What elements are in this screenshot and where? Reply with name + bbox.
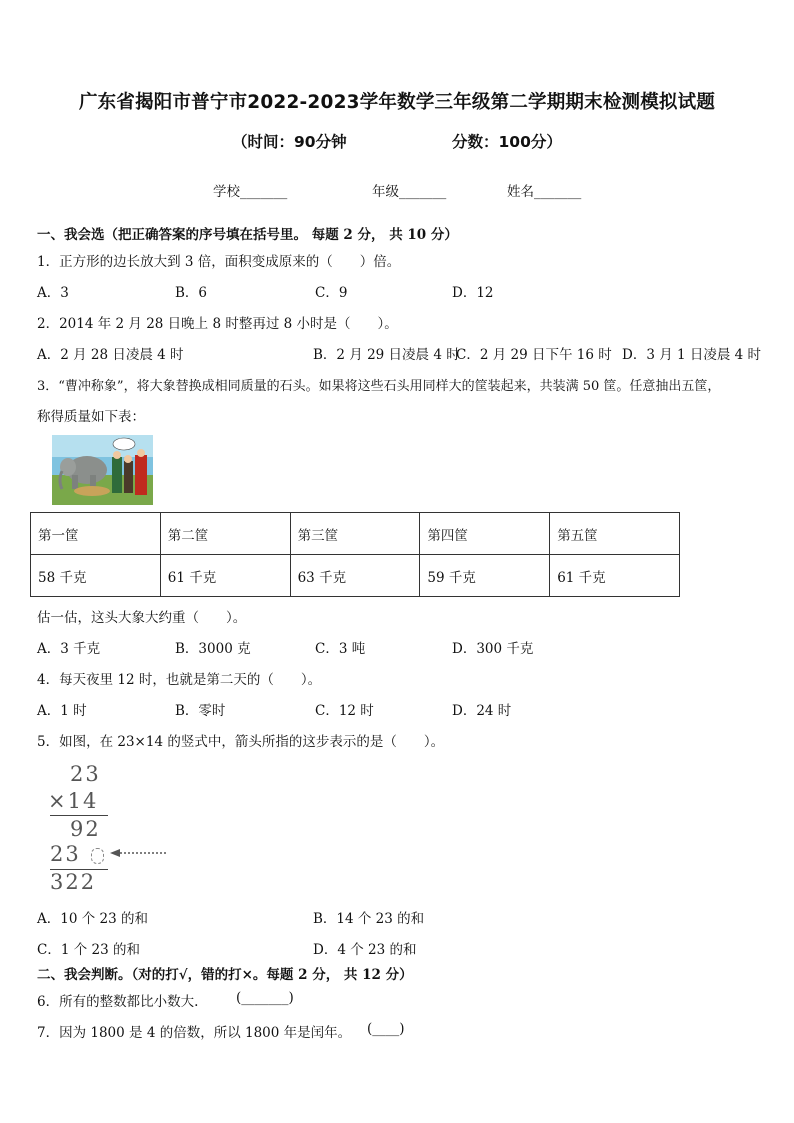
elephant-story-illustration — [52, 435, 153, 505]
q3-text-line2: 称得质量如下表： — [37, 409, 145, 425]
exam-title: 广东省揭阳市普宁市2022-2023学年数学三年级第二学期期末检测模拟试题 — [78, 92, 716, 113]
arrow-left-icon — [108, 846, 168, 860]
q2-option-b[interactable]: B．2 月 29 日凌晨 4 时 — [313, 347, 460, 363]
q4-option-a[interactable]: A．1 时 — [37, 703, 87, 719]
exam-score: 分数：100分） — [452, 133, 562, 151]
table-row — [31, 555, 680, 597]
q3-option-c[interactable]: C．3 吨 — [315, 641, 366, 657]
q5-text: 5．如图，在 23×14 的竖式中，箭头所指的这步表示的是（ ）。 — [37, 734, 445, 750]
q4-option-d[interactable]: D．24 时 — [452, 703, 512, 719]
vertical-multiplication — [48, 762, 168, 892]
calc-row-multiplicand: 23 — [70, 762, 101, 786]
q1-option-a[interactable]: A．3 — [37, 285, 69, 301]
calc-rule-1 — [50, 815, 108, 816]
calc-row-multiplier: ×14 — [48, 789, 99, 813]
q3-option-b[interactable]: B．3000 克 — [175, 641, 251, 657]
section1-heading: 一、我会选（把正确答案的序号填在括号里。 每题 2 分， 共 10 分） — [37, 227, 458, 243]
q7-text: 7．因为 1800 是 4 的倍数，所以 1800 年是闰年。 — [37, 1025, 352, 1041]
section2-heading: 二、我会判断。（对的打√，错的打×。每题 2 分， 共 12 分） — [37, 967, 413, 983]
q4-option-c[interactable]: C．12 时 — [315, 703, 374, 719]
q4-text: 4．每天夜里 12 时，也就是第二天的（ ）。 — [37, 672, 322, 688]
exam-time: （时间：90分钟 — [232, 133, 347, 151]
q4-option-b[interactable]: B．零时 — [175, 703, 226, 719]
q5-option-b[interactable]: B．14 个 23 的和 — [313, 911, 425, 927]
table-header-cell: 第四筐 — [420, 513, 550, 555]
q3-option-d[interactable]: D．300 千克 — [452, 641, 534, 657]
q3-after-text: 估一估，这头大象大约重（ ）。 — [37, 610, 247, 626]
q1-text: 1．正方形的边长放大到 3 倍，面积变成原来的（ ）倍。 — [37, 254, 401, 270]
q5-option-d[interactable]: D．4 个 23 的和 — [313, 942, 417, 958]
table-header-cell: 第二筐 — [160, 513, 290, 555]
q2-option-c[interactable]: C．2 月 29 日下午 16 时 — [456, 347, 612, 363]
q2-option-a[interactable]: A．2 月 28 日凌晨 4 时 — [37, 347, 184, 363]
calc-row-partial-1: 92 — [70, 817, 101, 841]
table-header-cell: 第一筐 — [31, 513, 161, 555]
q1-option-b[interactable]: B．6 — [175, 285, 208, 301]
table-cell: 63 千克 — [290, 555, 420, 597]
q6-text: 6．所有的整数都比小数大. — [37, 994, 199, 1010]
calc-row-product: 322 — [50, 870, 97, 894]
q1-option-d[interactable]: D．12 — [452, 285, 494, 301]
table-header-row — [31, 513, 680, 555]
q3-text-line1: 3．“曹冲称象”，将大象替换成相同质量的石头。如果将这些石头用同样大的筐装起来，共装满 50 筐。任意抽出五筐， — [37, 379, 721, 394]
q1-option-c[interactable]: C．9 — [315, 285, 348, 301]
q2-text: 2．2014 年 2 月 28 日晚上 8 时整再过 8 小时是（ ）。 — [37, 316, 398, 332]
grade-field[interactable]: 年级_______ — [372, 184, 447, 200]
q5-option-c[interactable]: C．1 个 23 的和 — [37, 942, 140, 958]
table-cell: 61 千克 — [550, 555, 680, 597]
name-field[interactable]: 姓名_______ — [507, 184, 582, 200]
q6-answer-blank[interactable]: (_______) — [236, 990, 294, 1006]
table-cell: 61 千克 — [160, 555, 290, 597]
table-cell: 59 千克 — [420, 555, 550, 597]
q7-answer-blank[interactable]: (____) — [367, 1021, 405, 1037]
table-header-cell: 第三筐 — [290, 513, 420, 555]
q2-option-d[interactable]: D．3 月 1 日凌晨 4 时 — [622, 347, 762, 363]
placeholder-zero-circle — [91, 848, 104, 864]
q5-option-a[interactable]: A．10 个 23 的和 — [37, 911, 148, 927]
calc-row-partial-2: 23 — [50, 842, 81, 866]
q3-option-a[interactable]: A．3 千克 — [37, 641, 101, 657]
table-cell: 58 千克 — [31, 555, 161, 597]
school-field[interactable]: 学校_______ — [213, 184, 288, 200]
table-header-cell: 第五筐 — [550, 513, 680, 555]
basket-mass-table — [30, 512, 680, 597]
